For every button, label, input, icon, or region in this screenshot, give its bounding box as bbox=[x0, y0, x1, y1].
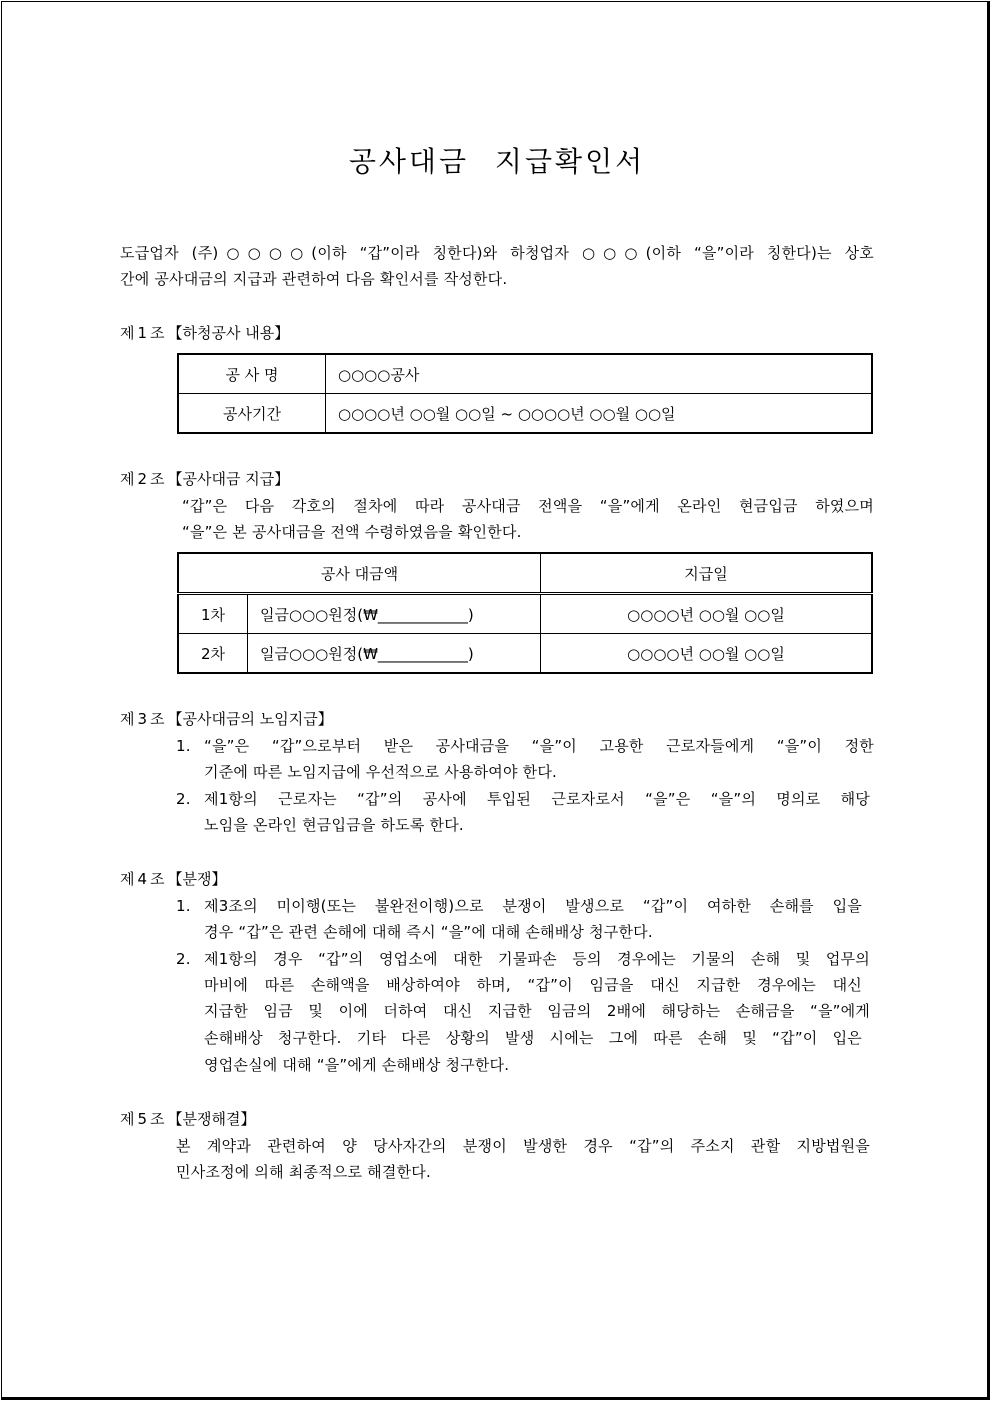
article-5-heading bbox=[120, 1108, 256, 1130]
article-4-item-2-line-5: 영업손실에 대해 “을”에게 손해배상 청구한다. bbox=[204, 1056, 510, 1074]
payment-table bbox=[177, 552, 873, 674]
article-5-title: 【분쟁해결】 bbox=[167, 1110, 256, 1128]
installment-amount: 일금○○○원정(₩____________) bbox=[248, 594, 541, 634]
intro-line-1: 도급업자 (주)○○○○(이하 “갑”이라 칭한다)와 하청업자 ○○○(이하 “을”이라 칭한다)는 상호 bbox=[120, 244, 874, 262]
table-header-row bbox=[178, 553, 872, 594]
article-2-number: 제2조 bbox=[120, 470, 168, 488]
article-5-line-1: 본 계약과 관련하여 양 당사자간의 분쟁이 발생한 경우 “갑”의 주소지 관할 지방법원을 bbox=[176, 1137, 870, 1155]
construction-period-label: 공사기간 bbox=[178, 394, 326, 434]
construction-name-label: 공 사 명 bbox=[178, 354, 326, 394]
article-5-line-2: 민사조정에 의해 최종적으로 해결한다. bbox=[176, 1163, 431, 1181]
article-3-number: 제3조 bbox=[120, 710, 168, 728]
table-row bbox=[178, 594, 872, 634]
article-4-item-1-lead: 1. bbox=[176, 897, 191, 915]
article-4-item-2-line-3: 지급한 임금 및 이에 더하여 대신 지급한 임금의 2배에 해당하는 손해금을 “을”에게 bbox=[204, 1002, 870, 1020]
article-3-item-1-lead: 1. bbox=[176, 737, 191, 755]
article-2-heading bbox=[120, 468, 289, 490]
article-4-item-2-line-4: 손해배상 청구한다. 기타 다른 상황의 발생 시에는 그에 따른 손해 및 “갑”이 입은 bbox=[204, 1029, 862, 1047]
installment-date: ○○○○년 ○○월 ○○일 bbox=[541, 594, 873, 634]
article-4-item-2-lead: 2. bbox=[176, 950, 191, 968]
table-row bbox=[178, 634, 872, 674]
table-row bbox=[178, 394, 872, 434]
construction-period-value: ○○○○년 ○○월 ○○일 ~ ○○○○년 ○○월 ○○일 bbox=[326, 394, 873, 434]
table-row bbox=[178, 354, 872, 394]
article-3-heading bbox=[120, 708, 333, 730]
installment-date: ○○○○년 ○○월 ○○일 bbox=[541, 634, 873, 674]
amount-column-header: 공사 대금액 bbox=[178, 553, 541, 594]
intro-line-2: 간에 공사대금의 지급과 관련하여 다음 확인서를 작성한다. bbox=[120, 270, 508, 288]
construction-info-table bbox=[177, 353, 873, 434]
article-3-title: 【공사대금의 노임지급】 bbox=[167, 710, 333, 728]
article-2-line-2: “을”은 본 공사대금을 전액 수령하였음을 확인한다. bbox=[182, 523, 522, 541]
article-4-heading bbox=[120, 868, 227, 890]
installment-number: 2차 bbox=[178, 634, 248, 674]
article-4-item-2-line-2: 마비에 따른 손해액을 배상하여야 하며, “갑”이 임금을 대신 지급한 경우에는 대신 bbox=[204, 976, 862, 994]
document-title: 공사대금 지급확인서 bbox=[348, 145, 646, 178]
page-frame bbox=[1, 1, 990, 1400]
article-1-heading bbox=[120, 322, 289, 344]
article-2-line-1: “갑”은 다음 각호의 절차에 따라 공사대금 전액을 “을”에게 온라인 현금입금 하였으며 bbox=[182, 497, 874, 515]
installment-number: 1차 bbox=[178, 594, 248, 634]
article-2-title: 【공사대금 지급】 bbox=[167, 470, 290, 488]
article-3-item-2-line-1: 제1항의 근로자는 “갑”의 공사에 투입된 근로자로서 “을”은 “을”의 명의로 해당 bbox=[204, 790, 870, 808]
article-1-number: 제1조 bbox=[120, 324, 168, 342]
installment-amount: 일금○○○원정(₩____________) bbox=[248, 634, 541, 674]
article-1-title: 【하청공사 내용】 bbox=[167, 324, 290, 342]
article-4-title: 【분쟁】 bbox=[167, 870, 227, 888]
article-3-item-1-line-2: 기준에 따른 노임지급에 우선적으로 사용하여야 한다. bbox=[204, 763, 557, 781]
article-3-item-2-line-2: 노임을 온라인 현금입금을 하도록 한다. bbox=[204, 816, 464, 834]
article-4-number: 제4조 bbox=[120, 870, 168, 888]
article-3-item-1-line-1: “을”은 “갑”으로부터 받은 공사대금을 “을”이 고용한 근로자들에게 “을”이 정한 bbox=[204, 737, 874, 755]
article-4-item-1-line-1: 제3조의 미이행(또는 불완전이행)으로 분쟁이 발생으로 “갑”이 여하한 손해를 입을 bbox=[204, 897, 862, 915]
construction-name-value: ○○○○공사 bbox=[326, 354, 873, 394]
article-3-item-2-lead: 2. bbox=[176, 790, 191, 808]
article-5-number: 제5조 bbox=[120, 1110, 168, 1128]
article-4-item-1-line-2: 경우 “갑”은 관련 손해에 대해 즉시 “을”에 대해 손해배상 청구한다. bbox=[204, 923, 653, 941]
date-column-header: 지급일 bbox=[541, 553, 873, 594]
article-4-item-2-line-1: 제1항의 경우 “갑”의 영업소에 대한 기물파손 등의 경우에는 기물의 손해 및 업무의 bbox=[204, 950, 870, 968]
